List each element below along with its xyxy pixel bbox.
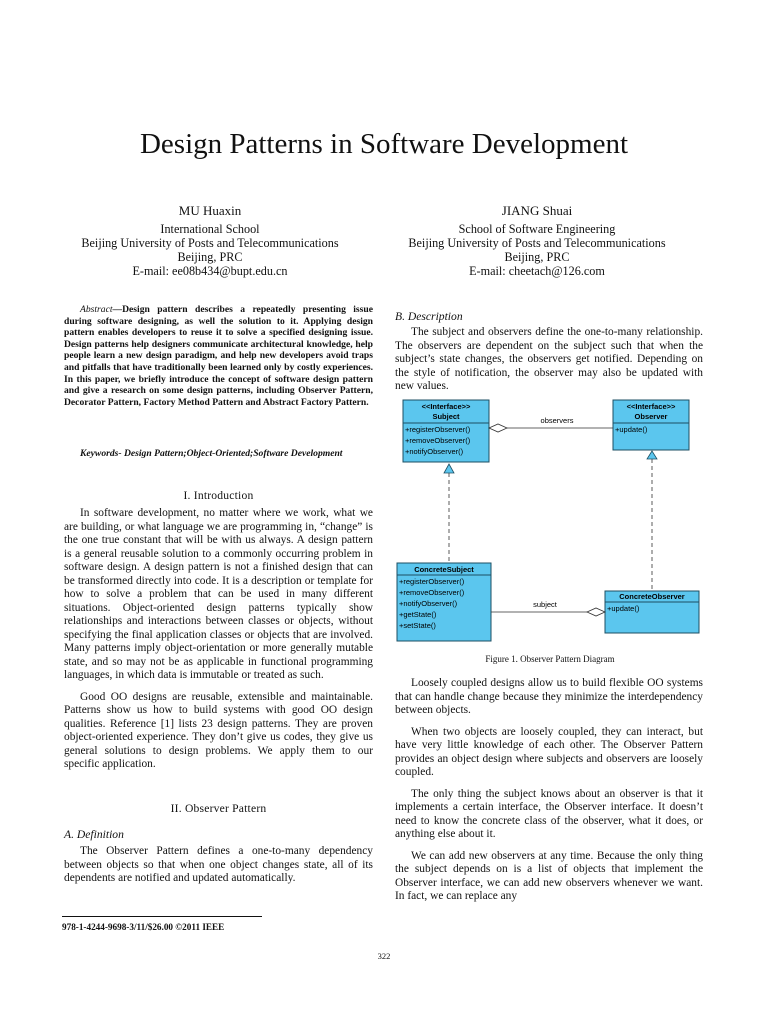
subject-op: +notifyObserver() [405,447,464,456]
abstract-label: Abstract [80,304,113,315]
subsection-heading-definition: A. Definition [64,828,124,841]
uml-diagram [395,395,705,645]
section-heading-observer: II. Observer Pattern [170,802,267,815]
author-block-2 [367,204,707,278]
paragraph: We can add new observers at any time. Because the only thing the subject depends on is a list of objects that implement the Observer interface, we can add new observers whenever we want. In fact, we can replace any [395,849,703,902]
paragraph: The subject and observers define the one-to-many relationship. The observers are dependent on the subject such that when the subject’s state changes, the observers get notified. Depending on the style of notification, the observer may also be updated with new values. [395,326,703,392]
observer-name: Observer [634,412,668,421]
figure-caption: Figure 1. Observer Pattern Diagram [485,654,615,664]
observers-association [489,416,613,432]
paragraph: When two objects are loosely coupled, they can interact, but have very little knowledge of each other. The Observer Pattern provides an object design where subjects and observers are loosely coupled. [395,725,703,778]
author-affiliation: School of Software Engineering [458,222,616,236]
subject-class-box [403,400,489,462]
author-affiliation: International School [160,222,260,236]
keywords [64,448,373,460]
concrete-subject-op: +registerObserver() [399,577,465,586]
subject-name: Subject [432,412,460,421]
association-label: observers [540,416,574,425]
paper-title: Design Patterns in Software Development [139,128,629,160]
introduction-body [64,507,373,772]
subject-stereotype: <<Interface>> [421,402,471,411]
observer-op: +update() [615,425,648,434]
section-heading-introduction: I. Introduction [183,489,254,502]
author-block-1 [40,204,380,278]
author-email: E-mail: cheetach@126.com [469,264,605,278]
paragraph: Good OO designs are reusable, extensible and maintainable. Patterns show us how to build systems with good OO design qualities. Reference [1] lists 23 design patterns. They are proven object-oriented experience. They don’t give us codes, they give us general solutions to design problems. We apply them to our specific application. [64,690,373,770]
observer-class-box [613,400,689,450]
concrete-observer-name: ConcreteObserver [619,592,685,601]
paragraph: The Observer Pattern defines a one-to-many dependency between objects so that when one object changes state, all of its dependents are notified and updated automatically. [64,845,373,884]
paragraph: In software development, no matter where we work, what we are building, or what language we are programming in, “change” is the one true constant that will be with us always. A design pattern is a general reusable solution to a commonly occurring problem in software design. A design pattern is not a finished design that can be transformed directly into code. It is a description or template for how to solve a problem that can be used in many different situations. Object-oriented design patterns typically show relationships and interactions between classes or objects, without specifying the final application classes or objects that are involved. Many patterns imply object-orientation or more generally mutable state, and so may not be as applicable in functional programming languages, in which data is immutable or treated as such. [64,507,373,681]
footnote-rule [62,916,262,917]
author-affiliation: Beijing University of Posts and Telecommunications [408,236,666,250]
author-name: JIANG Shuai [501,203,573,218]
copyright-footnote: 978-1-4244-9698-3/11/$26.00 ©2011 IEEE [62,922,225,932]
concrete-observer-class-box [605,591,699,633]
subject-op: +registerObserver() [405,425,471,434]
keywords-text: Keywords- Design Pattern;Object-Oriented;Software Development [80,448,343,459]
subject-realization-arrow [444,464,454,563]
subsection-heading-description: B. Description [395,310,463,323]
author-location: Beijing, PRC [504,250,570,264]
observer-stereotype: <<Interface>> [626,402,676,411]
concrete-subject-op: +notifyObserver() [399,599,458,608]
concrete-observer-op: +update() [607,604,640,613]
page-number: 322 [377,951,391,961]
paragraph: Loosely coupled designs allow us to build flexible OO systems that can handle change because they minimize the interdependency between objects. [395,677,703,716]
abstract-text: —Design pattern describes a repeatedly presenting issue during software designing, as well the solution to it. Applying design pattern enables developers to reuse it to solve a specified designing issue. Design patterns help designers communicate architectural knowledge, help people learn a new design paradigm, and help new developers avoid traps and pitfalls that have traditionally been learned only by costly experiences. In this paper, we briefly introduce the concept of software design pattern and give a research on some design patterns, including Observer Pattern, Decorator Pattern, Factory Method Pattern and Abstract Factory Pattern. [64,304,373,408]
concrete-subject-name: ConcreteSubject [414,565,474,574]
subject-association [491,600,605,616]
description-body [395,326,703,394]
author-name: MU Huaxin [178,203,242,218]
observer-realization-arrow [647,451,657,591]
paragraph: The only thing the subject knows about an observer is that it implements a certain interface, the Observer interface. It doesn’t need to know the concrete class of the observer, what it does, or anything else about it. [395,787,703,840]
author-location: Beijing, PRC [177,250,243,264]
observer-pattern-diagram [395,395,705,645]
author-email: E-mail: ee08b434@bupt.edu.cn [132,264,288,278]
abstract [64,304,373,408]
concrete-subject-op: +setState() [399,621,436,630]
concrete-subject-op: +removeObserver() [399,588,465,597]
subject-op: +removeObserver() [405,436,471,445]
author-affiliation: Beijing University of Posts and Telecommunications [81,236,339,250]
association-label: subject [533,600,557,609]
definition-body [64,845,373,886]
concrete-subject-class-box [397,563,491,641]
concrete-subject-op: +getState() [399,610,437,619]
right-column-body [395,677,703,904]
